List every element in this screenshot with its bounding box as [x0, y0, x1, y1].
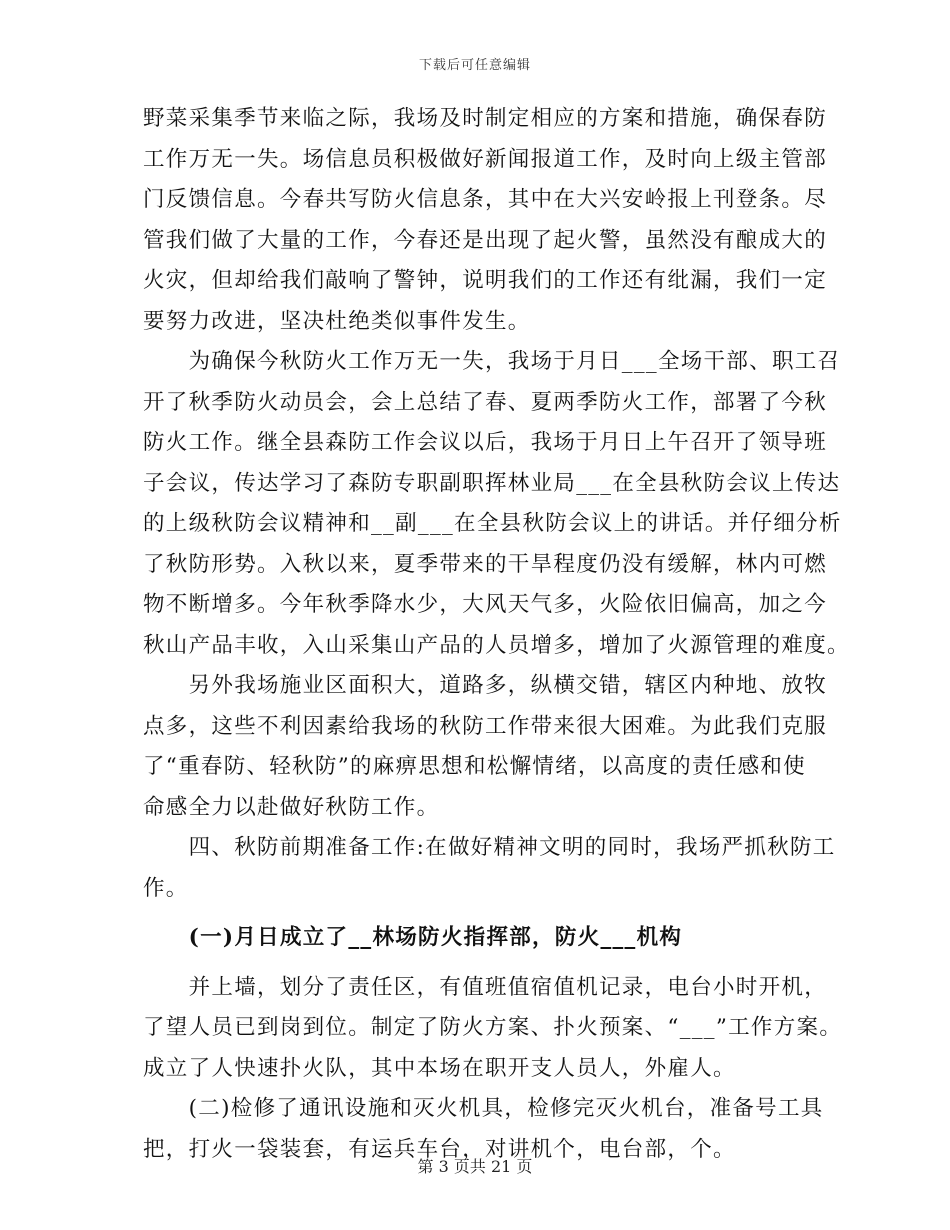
- paragraph-line: 作。: [143, 875, 189, 901]
- paragraph-line: 防火工作。继全县森防工作会议以后，我场于月日上午召开了领导班: [143, 430, 828, 455]
- paragraph-line: 开了秋季防火动员会，会上总结了春、夏两季防火工作，部署了今秋: [143, 389, 828, 415]
- document-body: [143, 99, 850, 1170]
- paragraph-line: 门反馈信息。今春共写防火信息条，其中在大兴安岭报上刊登条。尽: [143, 187, 828, 212]
- paragraph-line: 另外我场施业区面积大，道路多，纵横交错，辖区内种地、放牧: [143, 673, 828, 698]
- paragraph-line: 要努力改进，坚决杜绝类似事件发生。: [143, 308, 531, 334]
- paragraph-line: 把，打火一袋装套，有运兵车台，对讲机个，电台部，个。: [143, 1136, 736, 1162]
- paragraph-line: 工作万无一失。场信息员积极做好新闻报道工作，及时向上级主管部: [143, 146, 828, 172]
- paragraph-line: (二)检修了通讯设施和灭火机具，检修完灭火机台，准备号工具: [143, 1096, 824, 1121]
- paragraph-line: 火灾，但却给我们敲响了警钟，说明我们的工作还有纰漏，我们一定: [143, 268, 828, 293]
- paragraph-line: 野菜采集季节来临之际，我场及时制定相应的方案和措施，确保春防: [143, 106, 828, 131]
- paragraph-line: 管我们做了大量的工作，今春还是出现了起火警，虽然没有酿成大的: [143, 227, 828, 253]
- paragraph-line: 了“重春防、轻秋防”的麻痹思想和松懈情绪，以高度的责任感和使: [143, 754, 806, 779]
- section-heading: (一)月日成立了__林场防火指挥部，防火___机构: [143, 925, 683, 950]
- paragraph-line: 并上墙，划分了责任区，有值班值宿值机记录，电台小时开机，: [143, 974, 828, 1000]
- paragraph-line: 成立了人快速扑火队，其中本场在职开支人员人，外雇人。: [143, 1055, 736, 1081]
- paragraph-line: 命感全力以赴做好秋防工作。: [143, 794, 440, 820]
- paragraph-line: 点多，这些不利因素给我场的秋防工作带来很大困难。为此我们克服: [143, 713, 828, 739]
- header-note: 下载后可任意编辑: [418, 58, 531, 73]
- paragraph-line: 了秋防形势。入秋以来，夏季带来的干旱程度仍没有缓解，林内可燃: [143, 551, 828, 577]
- page-number: 第 3 页共 21 页: [417, 1157, 533, 1176]
- paragraph-line: 子会议，传达学习了森防专职副职挥林业局___在全县秋防会议上传达: [143, 470, 841, 496]
- paragraph-line: 了望人员已到岗到位。制定了防火方案、扑火预案、“___”工作方案。: [143, 1015, 843, 1040]
- paragraph-line: 物不断增多。今年秋季降水少，大风天气多，火险依旧偏高，加之今: [143, 592, 828, 617]
- paragraph-line: 秋山产品丰收，入山采集山产品的人员增多，增加了火源管理的难度。: [143, 632, 850, 658]
- paragraph-line: 的上级秋防会议精神和__副___在全县秋防会议上的讲话。并仔细分析: [143, 511, 842, 536]
- paragraph-line: 四、秋防前期准备工作:在做好精神文明的同时，我场严抓秋防工: [143, 835, 836, 860]
- paragraph-line: 为确保今秋防火工作万无一失，我场于月日___全场干部、职工召: [143, 349, 841, 374]
